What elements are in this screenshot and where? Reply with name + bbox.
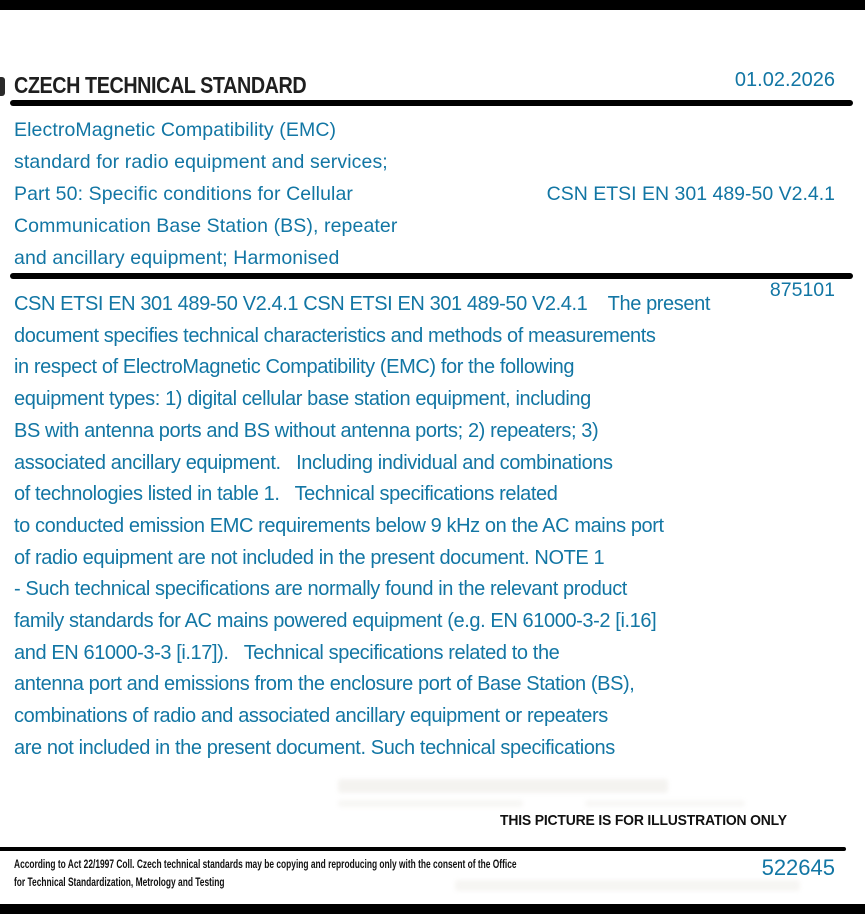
abstract-line: equipment types: 1) digital cellular base station equipment, including (14, 388, 591, 411)
ghost-watermark-1 (338, 779, 668, 793)
abstract-line: of technologies listed in table 1. Technical specifications related (14, 483, 558, 506)
footer-divider (0, 847, 846, 851)
ghost-watermark-1b (338, 800, 523, 807)
abstract-line: - Such technical specifications are normally found in the relevant product (14, 578, 627, 601)
abstract-line: in respect of ElectroMagnetic Compatibility (EMC) for the following (14, 356, 575, 379)
standard-title-line: Communication Base Station (BS), repeater (14, 215, 398, 237)
header-divider (10, 100, 853, 106)
abstract (14, 289, 834, 765)
abstract-line: combinations of radio and associated ancillary equipment or repeaters (14, 705, 608, 728)
abstract-line: and EN 61000-3-3 [i.17]). Technical specifications related to the (14, 641, 560, 664)
illustration-note: THIS PICTURE IS FOR ILLUSTRATION ONLY (500, 812, 787, 829)
abstract-line: antenna port and emissions from the enclosure port of Base Station (BS), (14, 673, 635, 696)
issue-date: 01.02.2026 (734, 69, 835, 91)
abstract-line: are not included in the present document. Such technical specifications (14, 736, 615, 759)
ghost-watermark-1c (585, 800, 745, 807)
abstract-line: associated ancillary equipment. Including individual and combinations (14, 451, 613, 474)
standard-title (14, 114, 484, 274)
catalog-number: 875101 (769, 279, 835, 301)
bottom-border-bar (0, 904, 865, 914)
abstract-line: of radio equipment are not included in the present document. NOTE 1 (14, 546, 605, 569)
footer-legal-line-2: for Technical Standardization, Metrology and Testing (14, 877, 225, 889)
standard-title-line: and ancillary equipment; Harmonised (14, 247, 340, 269)
abstract-line: family standards for AC mains powered equipment (e.g. EN 61000-3-2 [i.16] (14, 610, 657, 633)
standard-title-line: ElectroMagnetic Compatibility (EMC) (14, 119, 337, 141)
ghost-watermark-2 (455, 880, 800, 891)
abstract-line: to conducted emission EMC requirements below 9 kHz on the AC mains port (14, 514, 664, 537)
abstract-line: CSN ETSI EN 301 489-50 V2.4.1 CSN ETSI EN 301 489-50 V2.4.1 The present (14, 293, 710, 315)
title-divider (10, 273, 853, 279)
page-title: CZECH TECHNICAL STANDARD (14, 72, 307, 98)
abstract-line: BS with antenna ports and BS without antenna ports; 2) repeaters; 3) (14, 419, 599, 442)
document-number: 522645 (761, 855, 835, 880)
footer-legal-line-1: According to Act 22/1997 Coll. Czech technical standards may be copying and reproducing only with the consent of the Office (14, 859, 517, 871)
standard-title-line: standard for radio equipment and services; (14, 151, 388, 173)
abstract-line: document specifies technical characteristics and methods of measurements (14, 324, 656, 347)
standard-title-line: Part 50: Specific conditions for Cellular (14, 183, 354, 205)
top-border-bar (0, 0, 865, 10)
footer-legal-text (14, 856, 517, 892)
page-edge-artifact (0, 77, 5, 96)
standard-designation: CSN ETSI EN 301 489-50 V2.4.1 (546, 183, 835, 205)
